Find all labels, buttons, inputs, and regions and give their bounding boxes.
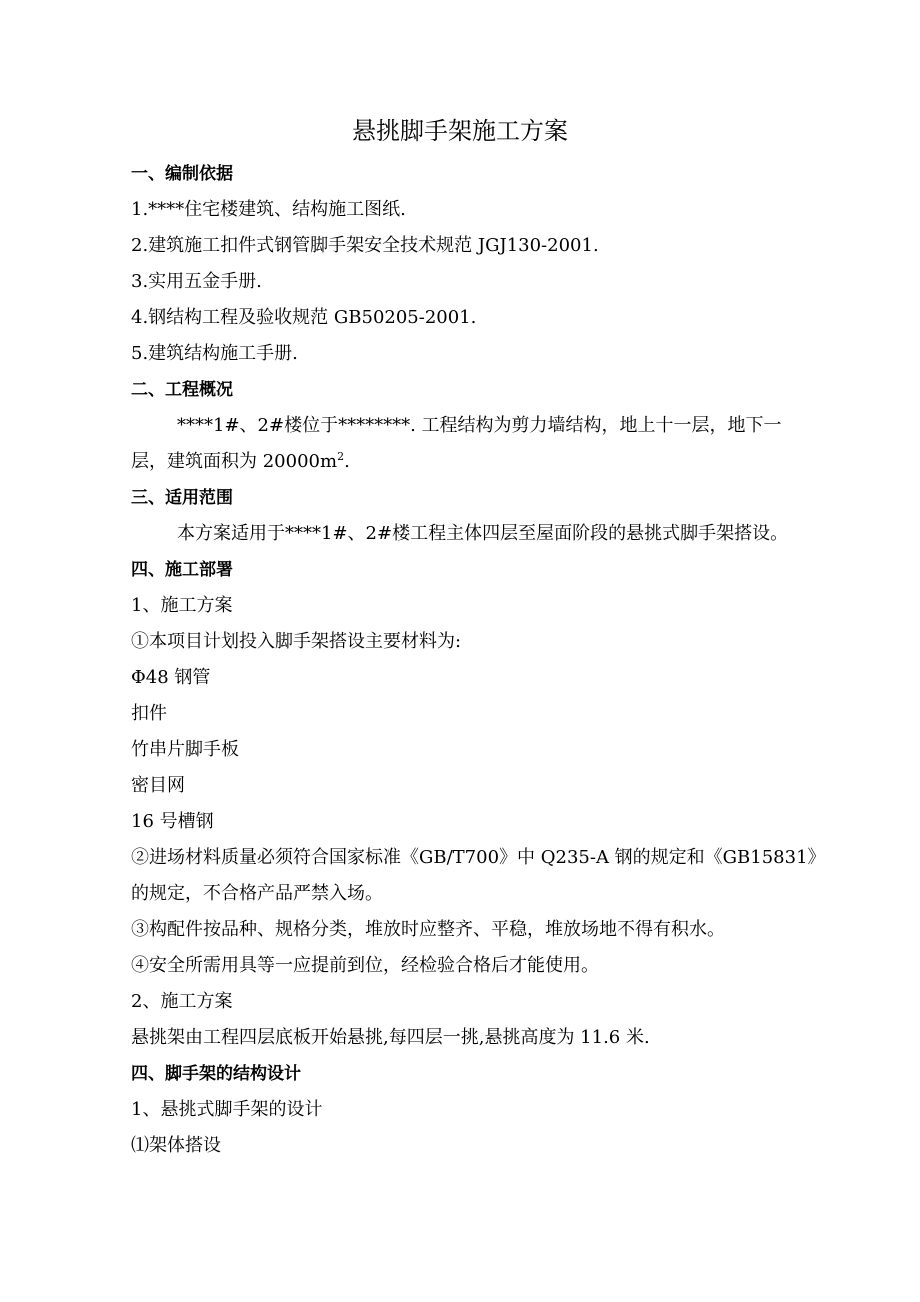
structure-item-1: ⑴架体搭设 [131,1135,221,1156]
material-item-4: 密目网 [131,775,185,796]
material-item-5: 16 号槽钢 [131,811,214,832]
overview-paragraph-line-1: ****1#、2#楼位于********. 工程结构为剪力墙结构，地上十一层，地下一 [177,415,782,436]
area-unit-superscript: 2 [337,450,345,463]
material-item-3: 竹串片脚手板 [131,739,239,760]
material-item-2: 扣件 [131,703,167,724]
scope-paragraph: 本方案适用于****1#、2#楼工程主体四层至屋面阶段的悬挑式脚手架搭设。 [177,523,789,544]
basis-item-3: 3.实用五金手册. [131,271,262,292]
section-heading-deployment: 四、施工部署 [131,560,233,580]
deployment-item-2-line-2: 的规定，不合格产品严禁入场。 [131,883,383,904]
basis-item-2: 2.建筑施工扣件式钢管脚手架安全技术规范 JGJ130-2001. [131,235,599,256]
material-item-1: Φ48 钢管 [131,667,211,688]
deployment-subheading-1: 1、施工方案 [131,595,233,616]
deployment-item-3: ③构配件按品种、规格分类，堆放时应整齐、平稳，堆放场地不得有积水。 [131,919,725,940]
overview-area-text: 层，建筑面积为 20000m [131,451,338,472]
deployment-sub2-paragraph: 悬挑架由工程四层底板开始悬挑,每四层一挑,悬挑高度为 11.6 米. [131,1027,650,1048]
document-title: 悬挑脚手架施工方案 [352,117,568,145]
section-heading-scope: 三、适用范围 [131,488,233,508]
section-heading-structure-design: 四、脚手架的结构设计 [131,1064,301,1084]
basis-item-5: 5.建筑结构施工手册. [131,343,298,364]
section-heading-basis: 一、编制依据 [131,164,233,184]
deployment-subheading-2: 2、施工方案 [131,991,233,1012]
deployment-item-4: ④安全所需用具等一应提前到位，经检验合格后才能使用。 [131,955,599,976]
basis-item-4: 4.钢结构工程及验收规范 GB50205-2001. [131,307,477,328]
overview-paragraph-line-2 [131,449,350,475]
deployment-item-1: ①本项目计划投入脚手架搭设主要材料为: [131,631,462,652]
basis-item-1: 1.****住宅楼建筑、结构施工图纸. [131,199,406,220]
overview-period: . [344,451,350,472]
section-heading-overview: 二、工程概况 [131,380,233,400]
deployment-item-2-line-1: ②进场材料质量必须符合国家标准《GB/T700》中 Q235-A 钢的规定和《GB15831》 [131,847,826,868]
structure-subheading-1: 1、悬挑式脚手架的设计 [131,1099,323,1120]
